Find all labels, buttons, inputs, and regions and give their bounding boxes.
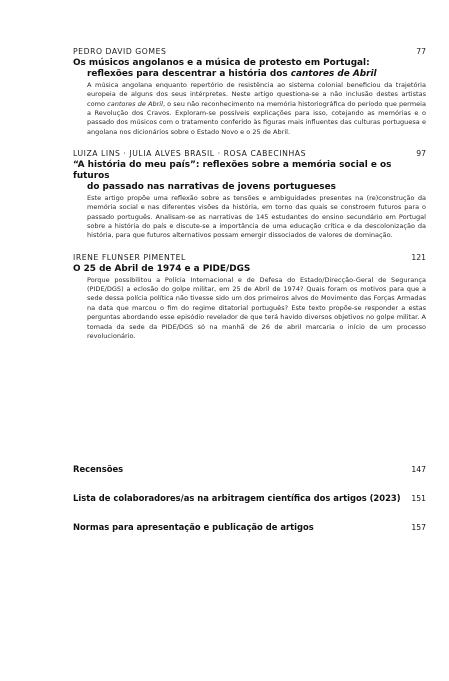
section-page-number: 151 [411, 494, 426, 503]
toc-entry-lins [73, 148, 426, 241]
entry-title-line-2: do passado nas narrativas de jovens portugueses [87, 182, 336, 193]
toc-section-reviewers-list [73, 493, 426, 504]
entry-title-line-1: “A história do meu país”: reflexões sobre a memória social e os futuros [73, 160, 392, 182]
entry-title [73, 160, 426, 193]
entry-title-line-2-text: reflexões para descentrar a história dos [87, 69, 291, 79]
entry-author: LUIZA LINS · JULIA ALVES BRASIL · ROSA CABECINHAS [73, 149, 307, 159]
toc-entry-pimentel [73, 252, 426, 341]
entry-abstract: Este artigo propõe uma reflexão sobre as tensões e ambiguidades presentes na (re)construção da memória social e nas diferentes visões da história, em torno das quais se constroem futuros para o passado português. Analisam-se as narrativas de 145 estudantes do ensino secundário em Portugal sobre a história do país e discute-se a importância de uma educação crítica e da descolonização da história, para que futuros alternativos possam emergir dissociados de valores de dominação. [87, 194, 426, 240]
entry-title-line-1: Os músicos angolanos e a música de protesto em Portugal: [73, 58, 370, 68]
entry-page-number: 121 [411, 252, 426, 262]
entry-author: PEDRO DAVID GOMES [73, 47, 167, 56]
entry-page-number: 77 [416, 47, 426, 56]
entry-abstract [73, 81, 426, 137]
section-label: Recensões [73, 464, 124, 474]
toc-entry-gomes [73, 46, 426, 137]
entry-title-line-2 [73, 69, 426, 80]
section-page-number: 157 [411, 523, 426, 532]
section-label: Lista de colaboradores/as na arbitragem científica dos artigos (2023) [73, 493, 401, 503]
entry-title-line-1: O 25 de Abril de 1974 e a PIDE/DGS [73, 263, 251, 274]
abstract-text-1: A música angolana enquanto repertório de resistência ao sistema colonial beneficiou da trajetória europeia de alguns dos seus intérpretes. Neste artigo questiona-se a não inclusão destes artistas como [87, 81, 426, 108]
entry-title [73, 264, 426, 275]
toc-section-submission-rules [73, 522, 426, 533]
entry-title-italic: cantores de Abril [290, 69, 377, 79]
entry-abstract: Porque possibilitou a Polícia Internacional e de Defesa do Estado/Direcção-Geral de Segurança (PIDE/DGS) a eclosão do golpe militar, em 25 de Abril de 1974? Quais foram os motivos para que a sede dessa polícia política não tivesse sido um dos primeiros alvos do Movimento das Forças Armadas na data que marcou o fim do regime ditatorial português? Este texto propõe-se responder a estas perguntas abordando esse episódio revelador de que terá havido diversos objetivos no golpe militar. A tomada da sede da PIDE/DGS só na manhã de 26 de abril marcaria o início de um processo revolucionário. [87, 275, 426, 340]
toc-section-reviews [73, 464, 426, 475]
abstract-text-2: , o seu não reconhecimento na memória historiográfica do período que permeia a Revolução dos Cravos. Exploram-se possíveis explicações para isso, cotejando as memórias e o passado dos músicos com o tratamento conferido às figuras mais influentes das culturas portuguesa e angolana nos dicionários sobre o Estado Novo e o 25 de Abril. [87, 99, 426, 136]
section-page-number: 147 [411, 465, 426, 474]
entry-author: IRENE FLUNSER PIMENTEL [73, 252, 186, 262]
toc-sections [73, 464, 426, 544]
section-label: Normas para apresentação e publicação de artigos [73, 522, 314, 532]
entry-page-number: 97 [416, 149, 426, 159]
entry-title [73, 58, 426, 80]
table-of-contents [73, 46, 426, 341]
abstract-italic: cantores de Abril [107, 99, 163, 108]
